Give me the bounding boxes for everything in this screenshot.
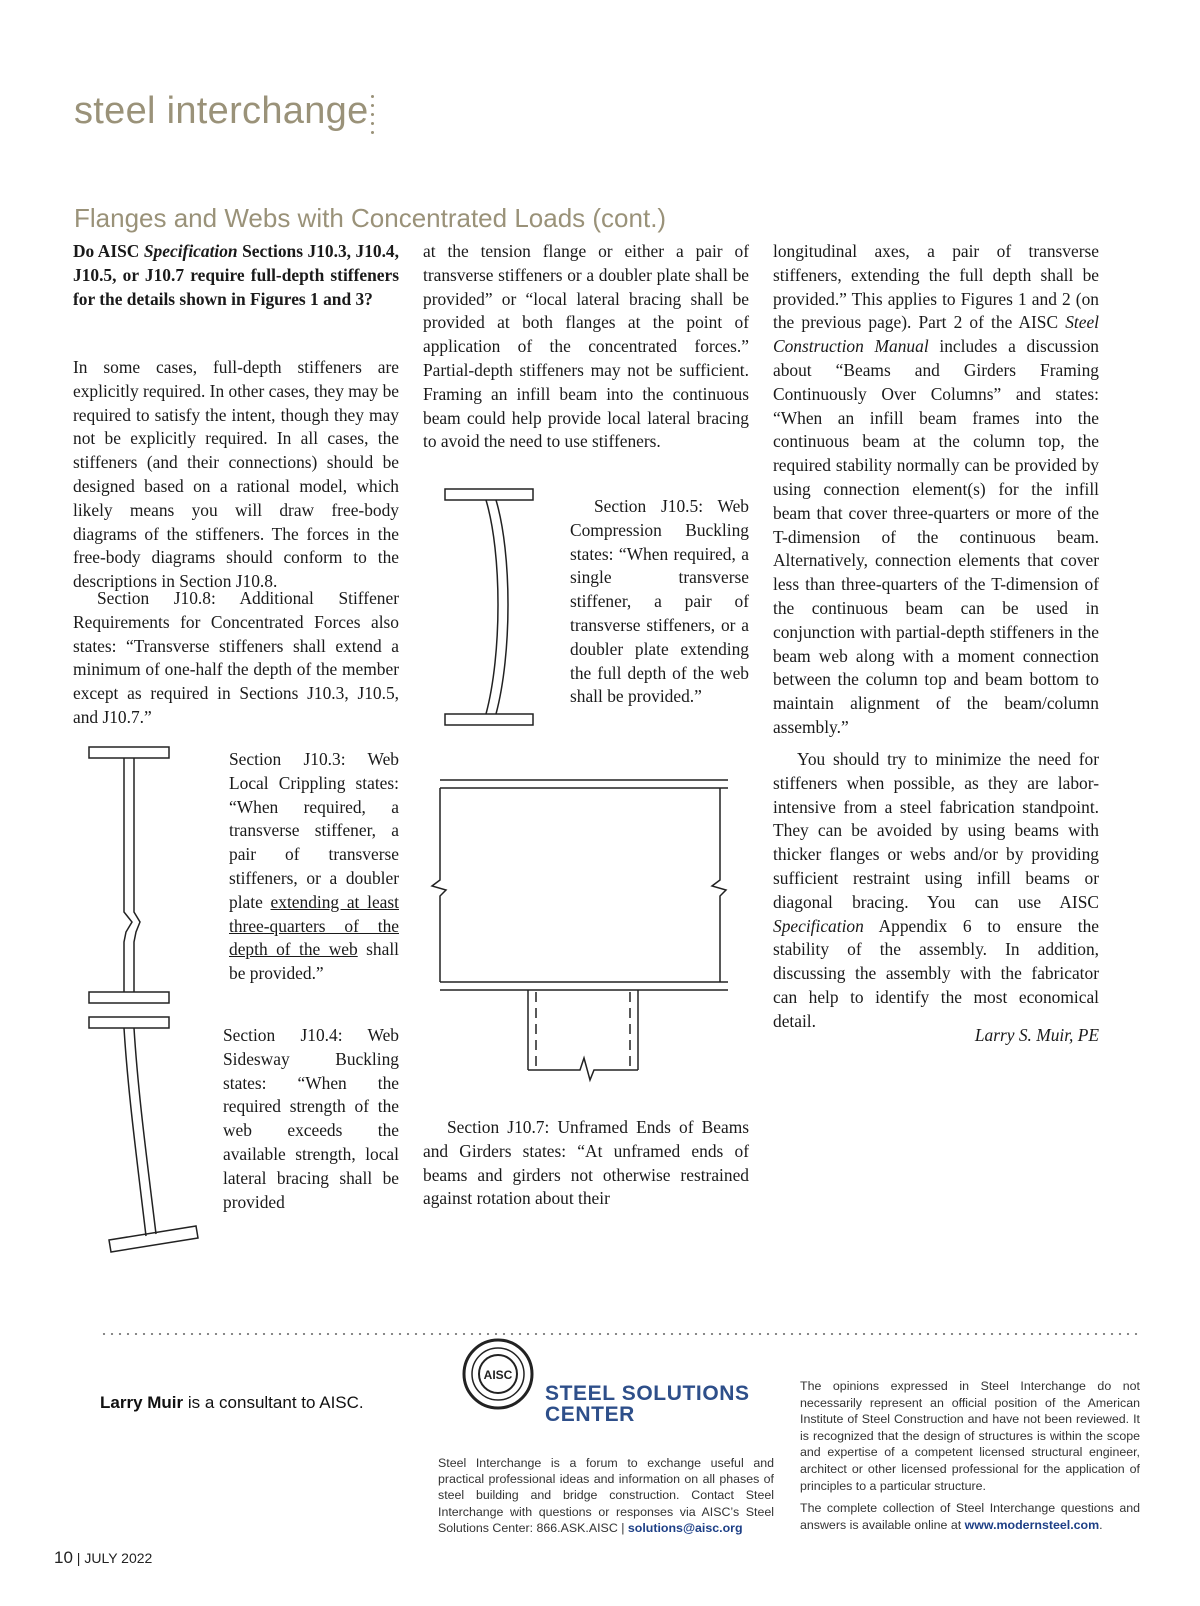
section-title: Flanges and Webs with Concentrated Loads (cont.) [74,203,667,233]
j107-text: Section J10.7: Unframed Ends of Beams and Girders states: “At unframed ends of beams and girders not otherwise restrained against rotation about their [423,1117,749,1209]
disclaimer [800,1378,1140,1533]
masthead-dots-icon [370,95,376,137]
modernsteel-link[interactable]: www.modernsteel.com [964,1517,1100,1532]
svg-text:AISC: AISC [483,1368,513,1382]
figure-continuous-beam [428,770,748,1085]
masthead-title: steel interchange [74,90,369,132]
answer-paragraph-1: In some cases, full-depth stiffeners are explicitly required. In other cases, they may be required to satisfy the intent, though they may not be explicitly required. In all cases, the stiffeners (and their connections) should be designed based on a rational model, which likely means you will draw free-body diagrams of the stiffeners. The forces in the free-body diagrams should conform to the descriptions in Section J10.8. [73,357,399,592]
ssc-email-link[interactable]: solutions@aisc.org [627,1520,743,1535]
j104-text: Section J10.4: Web Sidesway Buckling states: “When the required strength of the web exceeds the available strength, local lateral bracing shall be provided [223,1025,399,1212]
footer-divider [100,1333,1140,1335]
answer-paragraph-2: Section J10.8: Additional Stiffener Requirements for Concentrated Forces also states: “Transverse stiffeners shall extend a minimum of one-half the depth of the member except as required in Sections J10.3, J10.5, and J10.7.” [73,588,399,727]
signature: Larry S. Muir, PE [974,1025,1099,1045]
column2-top: at the tension flange or either a pair of transverse stiffeners or a doubler plate shall be provided” or “local lateral bracing shall be provided at both flanges at the point of application of the concentrated forces.” Partial-depth stiffeners may not be sufficient. Framing an infill beam into the continuous beam could help provide local lateral bracing to avoid the need to use stiffeners. [423,241,749,452]
ssc-description: Steel Interchange is a forum to exchange useful and practical professional ideas and information on all phases of steel building and bridge construction. Contact Steel Interchange with questions or responses via AISC’s Steel Solutions Center: 866.ASK.AISC | solutions@aisc.org [438,1456,774,1535]
j103-text: Section J10.3: Web Local Crippling states: “When required, a transverse stiffener, a pair of transverse stiffeners, or a doubler plate extending at least three-quarters of the depth of the web shall be provided.” [229,749,399,984]
j105-text: Section J10.5: Web Compression Buckling states: “When required, a single transverse stiffener, a pair of transverse stiffeners, or a doubler plate extending the full depth of the web shall be provided.” [570,496,749,707]
aisc-seal-icon [462,1338,534,1410]
figure-web-crippling [84,742,194,1006]
steel-solutions-center-title: STEEL SOLUTIONS CENTER [545,1382,750,1426]
column3-paragraph-2: You should try to minimize the need for stiffeners when possible, as they are labor-intensive from a steel fabrication standpoint. They can be avoided by using beams with thicker flanges or webs and/or by providing sufficient restraint using infill beams or diagonal bracing. You can use AISC Specification Appendix 6 to ensure the stability of the assembly. In addition, discussing the assembly with the fabricator can help to identify the most economical detail. [773,749,1099,1031]
author-note: Larry Muir is a consultant to AISC. [100,1393,364,1412]
disclaimer-paragraph-1: The opinions expressed in Steel Interchange do not necessarily represent an official position of the American Institute of Steel Construction and have not been reviewed. It is recognized that the design of structures is within the scope and expertise of a competent licensed structural engineer, architect or other licensed professional for the application of principles to a particular structure. [800,1379,1140,1493]
page-folio: 10 | JULY 2022 [54,1548,153,1567]
figure-web-compression-buckling [440,484,540,734]
question: Do AISC Specification Sections J10.3, J10.4, J10.5, or J10.7 require full-depth stiffeners for the details shown in Figures 1 and 3? [73,241,399,309]
figure-sidesway-buckling [84,1012,209,1262]
disclaimer-paragraph-2: The complete collection of Steel Interchange questions and answers is available online at www.modernsteel.com. [800,1501,1140,1532]
column3-paragraph-1: longitudinal axes, a pair of transverse stiffeners, extending the full depth shall be provided.” This applies to Figures 1 and 2 (on the previous page). Part 2 of the AISC Steel Construction Manual includes a discussion about “Beams and Girders Framing Continuously Over Columns” and states: “When an infill beam frames into the continuous beam at the column top, the required stability normally can be provided by using connection element(s) for the infill beam that cover three-quarters or more of the T-dimension of the continuous beam. Alternatively, connection elements that cover less than three-quarters of the T-dimension of the continuous beam can be used in conjunction with partial-depth stiffeners in the beam web along with a moment connection between the column top and beam bottom to maintain alignment of the beam/column assembly.” [773,241,1099,737]
